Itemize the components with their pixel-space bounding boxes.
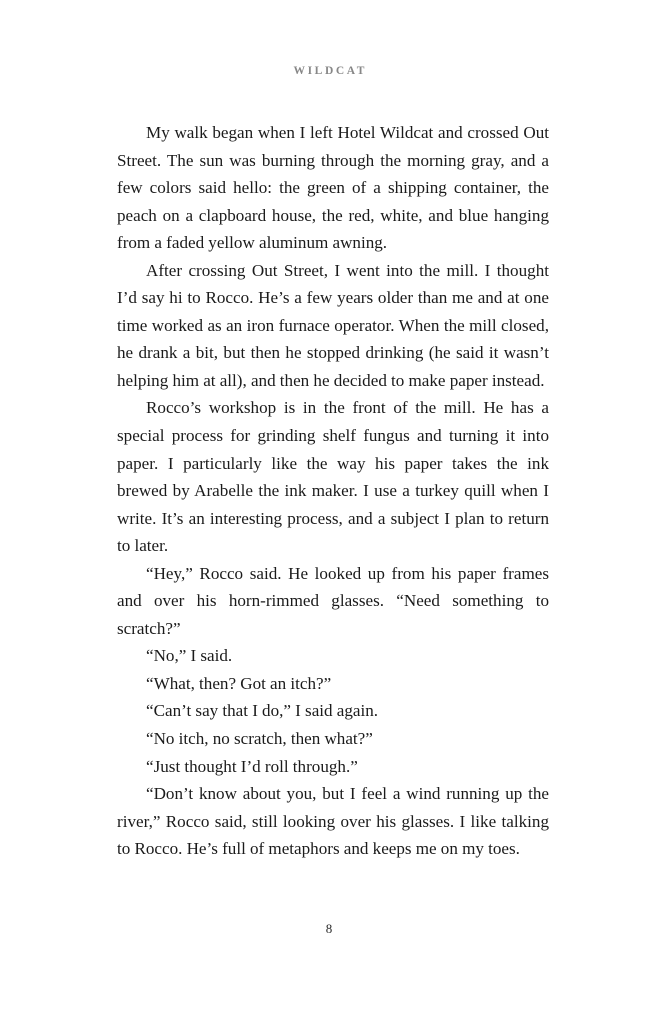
body-text-block bbox=[117, 119, 549, 863]
paragraph: “Hey,” Rocco said. He looked up from his paper frames and over his horn-rimmed glasses. “Need something to scratch?” bbox=[117, 563, 549, 638]
paragraph: “No,” I said. bbox=[146, 646, 233, 666]
paragraph: After crossing Out Street, I went into the mill. I thought I’d say hi to Rocco. He’s a few years older than me and at one time worked as an iron furnace operator. When the mill closed, he drank a bit, but then he stopped drinking (he said it wasn’t helping him at all), and then he decided to make paper instead. bbox=[117, 260, 549, 390]
paragraph: My walk began when I left Hotel Wildcat and crossed Out Street. The sun was burning through the morning gray, and a few colors said hello: the green of a shipping container, the peach on a clapboard house, the red, white, and blue hanging from a faded yellow aluminum awning. bbox=[117, 123, 549, 253]
running-head: WILDCAT bbox=[293, 65, 368, 77]
paragraph: “No itch, no scratch, then what?” bbox=[146, 729, 373, 749]
paragraph: Rocco’s workshop is in the front of the mill. He has a special process for grinding shelf fungus and turning it into paper. I particularly like the way his paper takes the ink brewed by Arabelle the ink maker. I use a turkey quill when I write. It’s an interesting process, and a subject I plan to return to later. bbox=[117, 398, 549, 556]
paragraph: “Don’t know about you, but I feel a wind running up the river,” Rocco said, still looking over his glasses. I like talking to Rocco. He’s full of metaphors and keeps me on my toes. bbox=[117, 784, 549, 859]
page-number: 8 bbox=[325, 921, 333, 936]
paragraph: “Just thought I’d roll through.” bbox=[146, 756, 358, 776]
paragraph: “Can’t say that I do,” I said again. bbox=[146, 701, 379, 721]
paragraph: “What, then? Got an itch?” bbox=[146, 673, 332, 693]
